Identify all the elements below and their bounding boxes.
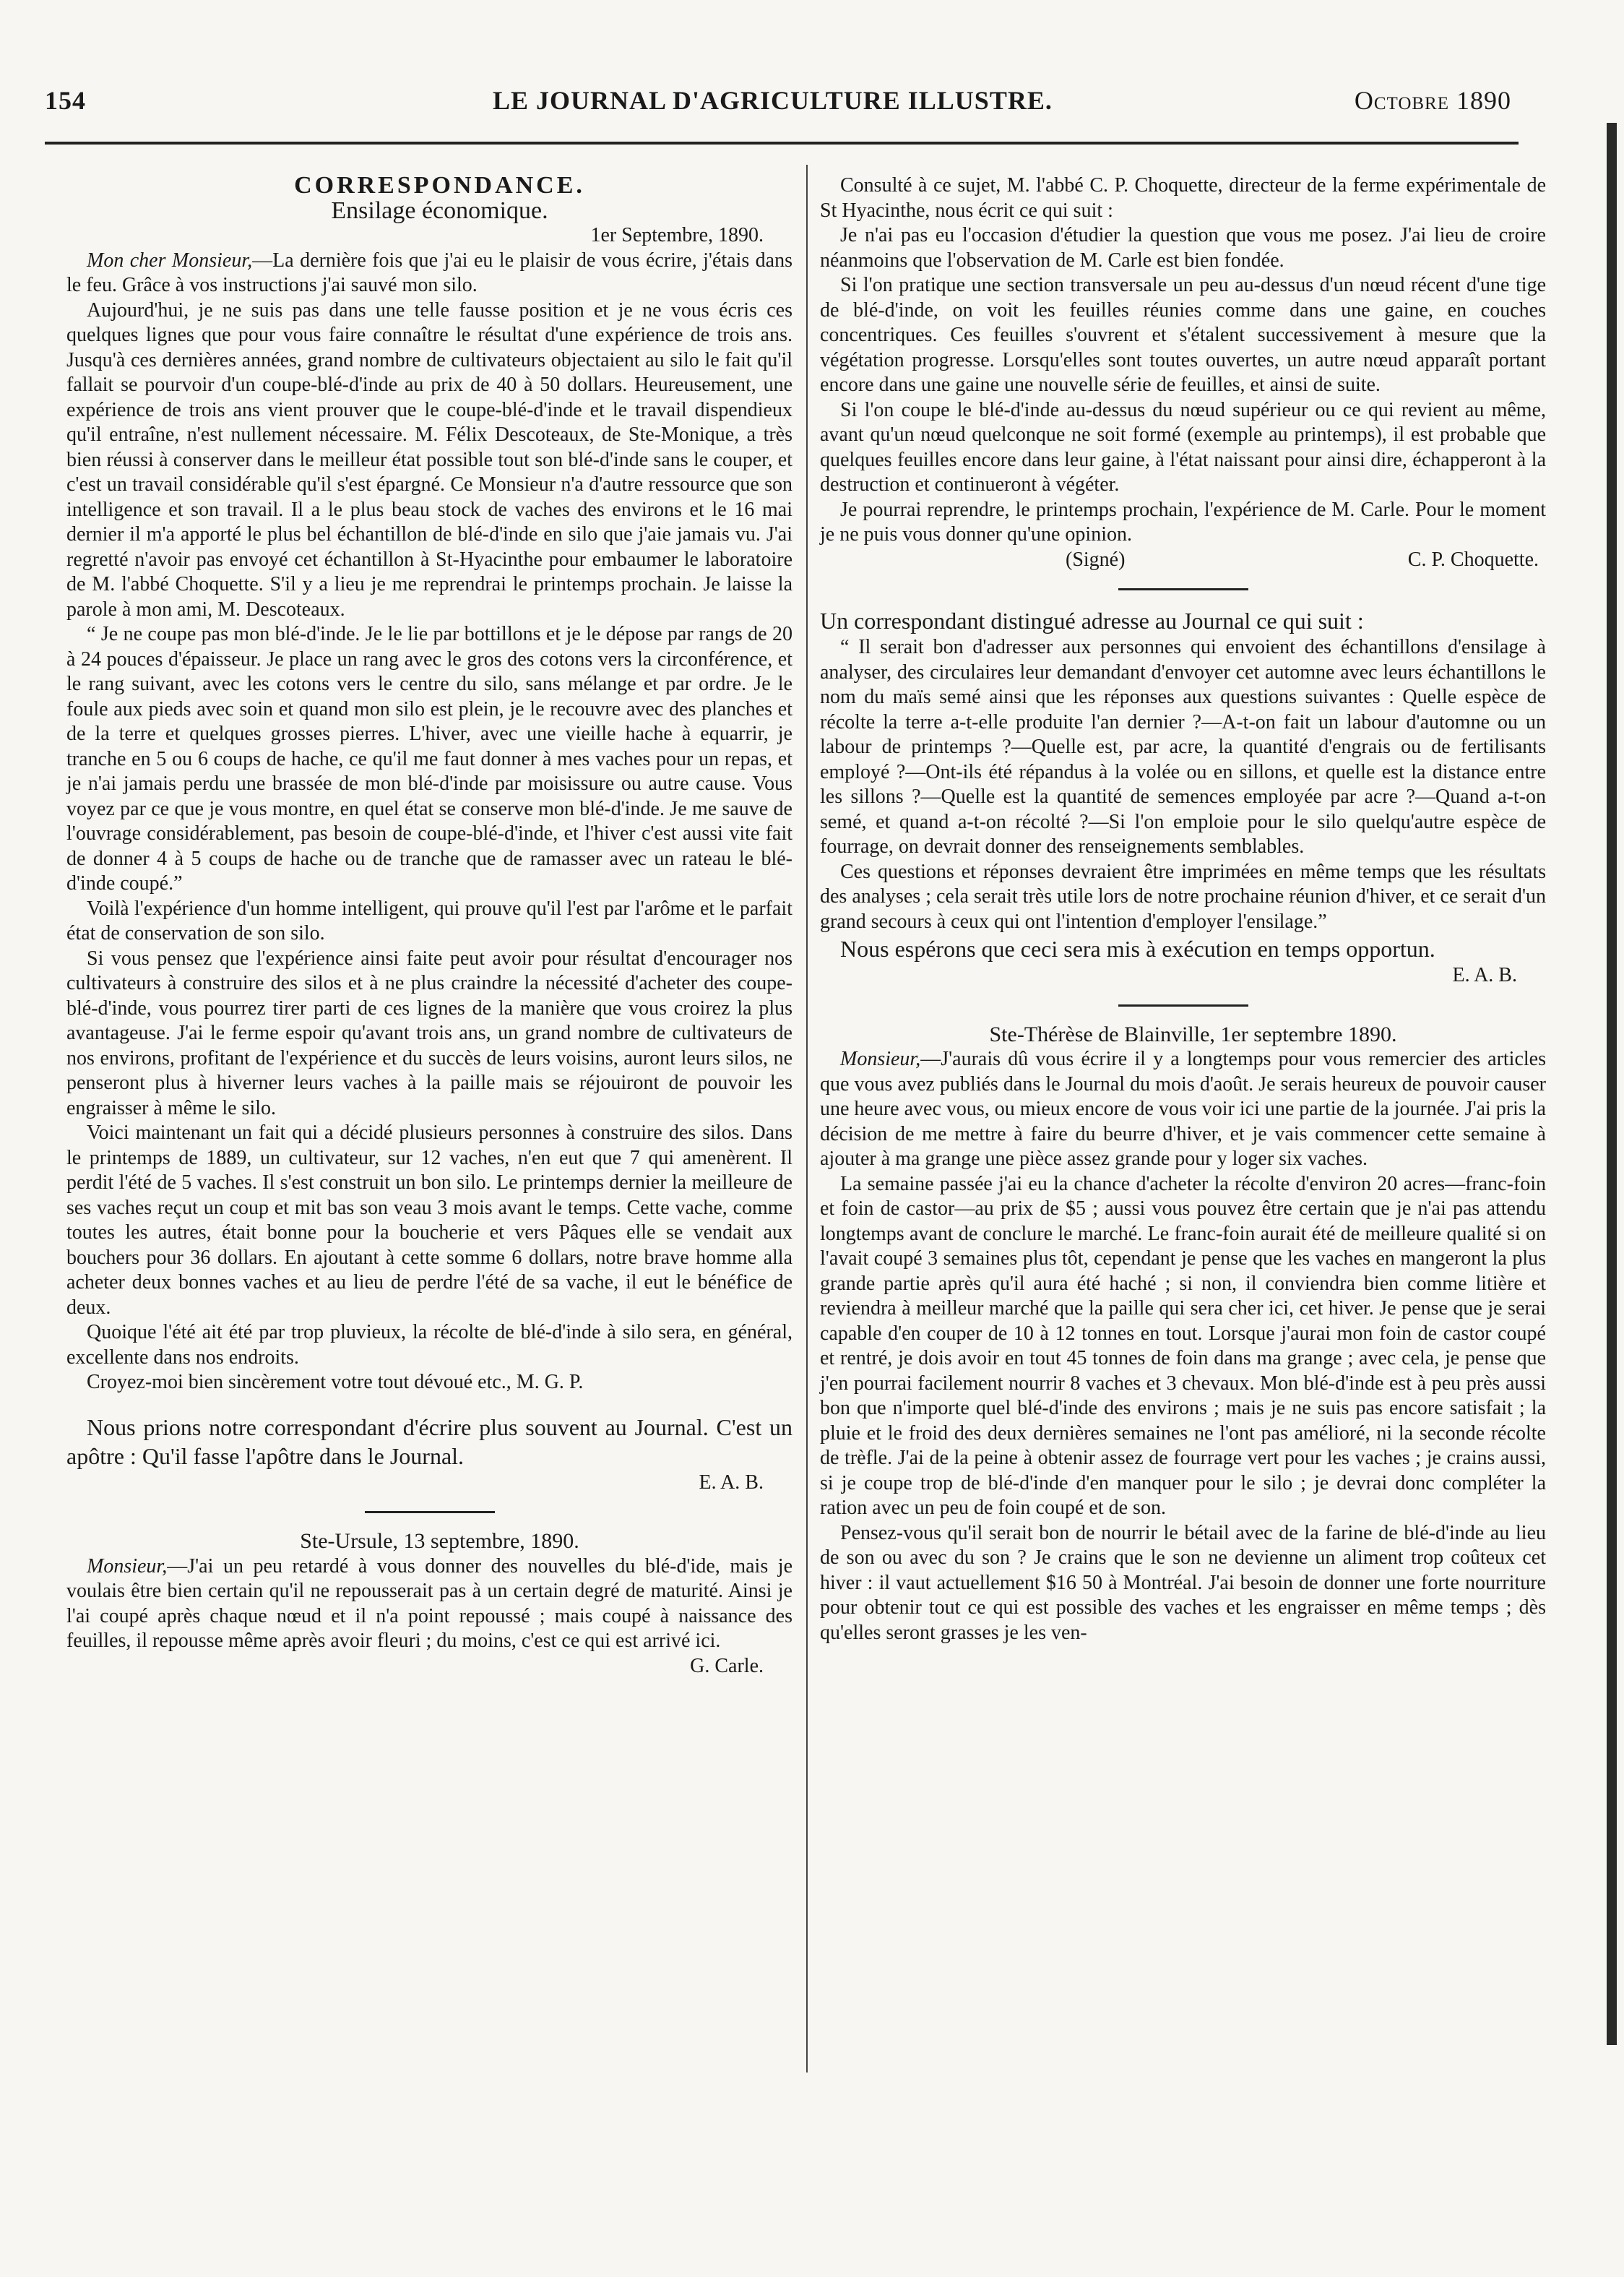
- letter-place-date: Ste-Ursule, 13 septembre, 1890.: [300, 1529, 579, 1553]
- paragraph: La semaine passée j'ai eu la chance d'acheter la récolte d'environ 20 acres—franc-foin et foin de castor—au prix de $5 ; aussi vous pouvez être certain que je n'ai pas attendu longtemps avant de conclure le marché. Le franc-foin aurait été de meilleure qualité si on l'avait coupé 3 semaines plus tôt, cependant je pense que les vaches en mangeront la plus grande partie après qu'il aura été haché ; si non, il conviendra bien comme litière et reviendra à meilleur marché que la paille qui sera cher ici, cet hiver. Je pense que je serai capable d'en couper de 10 à 12 tonnes en tout. Lorsque j'aurai mon foin de castor coupé et rentré, je dois avoir en tout 45 tonnes de foin dans ma grange ; avec cela, je pense que j'en pourrai facilement nourrir 8 vaches et 3 chevaux. Mon blé-d'inde est à peu près aussi bon que n'importe quel blé-d'inde des environs ; mais je ne suis pas encore satisfait ; la pluie et le froid des deux dernières semaines ne l'ont pas amélioré, ni la seconde récolte de trèfle. J'ai de la peine à obtenir assez de fourrage vert pour les vaches ; je crains aussi, si je coupe trop de blé-d'inde d'en manquer pour le silo ; je devrai donc compléter la ration avec un peu de foin coupé et de son.: [820, 1172, 1546, 1519]
- signature-name: C. P. Choquette.: [1407, 548, 1539, 571]
- signature-line: [820, 548, 1546, 573]
- paragraph: Consulté à ce sujet, M. l'abbé C. P. Choquette, directeur de la ferme expérimentale de St Hyacinthe, nous écrit ce qui suit :: [820, 174, 1546, 222]
- section-separator: [1118, 588, 1248, 590]
- correspondent-intro: Un correspondant distingué adresse au Journal ce qui suit :: [820, 608, 1364, 634]
- header-rule: [45, 142, 1519, 145]
- paragraph: Pensez-vous qu'il serait bon de nourrir le bétail avec de la farine de blé-d'inde au lieu de son ou avec du son ? Je crains que le son ne devienne un aliment trop coûteux cet hiver : il vaut actuellement $16 50 à Montréal. J'ai besoin de donner une forte nourriture pour obtenir tout ce qui est possible des vaches et les engraisser en même temps ; dès qu'elles seront grasses je les ven-: [820, 1521, 1546, 1644]
- paragraph: Voici maintenant un fait qui a décidé plusieurs personnes à construire des silos. Dans le printemps de 1889, un cultivateur, sur 12 vaches, n'en eut que 7 qui amenèrent. Il perdit l'été de 5 vaches. Il s'est construit un bon silo. Le printemps dernier la meilleure de ses vaches reçut un coup et mit bas son veau 3 mois avant le temps. Cette vache, comme toutes les autres, était bonne pour la boucherie et vers Pâques elle se vendait aux bouchers pour 36 dollars. En ajoutant à cette somme 6 dollars, notre brave homme alla acheter deux bonnes vaches et au lieu de perdre l'été de sa vache, il eut le bénéfice de deux.: [66, 1122, 792, 1319]
- paragraph: Ces questions et réponses devraient être imprimées en même temps que les résultats des analyses ; cela serait très utile lors de notre prochaine réunion d'hiver, et ce serait d'un grand secours à ceux qui ont l'intention d'employer l'ensilage.”: [820, 860, 1546, 933]
- paragraph: “ Il serait bon d'adresser aux personnes qui envoient des échantillons d'ensilage à analyser, des circulaires leur demandant d'envoyer cet automne avec leurs échantillons le nom du maïs semé ainsi que les réponses aux questions suivantes : Quelle espèce de récolte la terre a-t-elle produite l'an dernier ?—A-t-on fait un labour d'automne ou un labour de printemps ?—Quelle est, par acre, la quantité d'engrais ou de fertilisants employé ?—Ont-ils été répandus à la volée ou en sillons, et quelle est la distance entre les sillons ?—Quelle est la quantité de semences employée par acre ?—Quand a-t-on semé, et quand a-t-on récolté ?—Si l'on emploie pour le silo quelqu'autre espèce de fourrage, on devrait donner des renseignements semblables.: [820, 636, 1546, 858]
- article-subtitle: Ensilage économique.: [331, 197, 548, 224]
- paragraph: Monsieur,—J'aurais dû vous écrire il y a longtemps pour vous remercier des articles que vous avez publiés dans le Journal du mois d'août. Je serais heureux de pouvoir causer une heure avec vous, ou mieux encore de vous voir ici une partie de la journée. J'ai pris la décision de me mettre à faire du beurre d'hiver, et je vais commencer cette semaine à ajouter à ma grange une pièce assez grande pour y loger six vaches.: [820, 1048, 1546, 1170]
- paragraph: Voilà l'expérience d'un homme intelligent, qui prouve qu'il l'est par l'arôme et le parfait état de conservation de son silo.: [66, 897, 792, 944]
- journal-title: LE JOURNAL D'AGRICULTURE ILLUSTRE.: [493, 86, 1053, 115]
- section-separator: [1118, 1004, 1248, 1007]
- paragraph: Je n'ai pas eu l'occasion d'étudier la question que vous me posez. J'ai lieu de croire néanmoins que l'observation de M. Carle est bien fondée.: [820, 224, 1546, 272]
- paragraph: Monsieur,—J'ai un peu retardé à vous donner des nouvelles du blé-d'ide, mais je voulais être bien certain qu'il ne repousserait pas à un certain degré de maturité. Ainsi je l'ai coupé après chaque nœud et il n'a point repoussé ; mais coupé à naissance des feuilles, il repousse même après avoir fleuri ; du moins, c'est ce qui est arrivé ici.: [66, 1554, 792, 1652]
- paragraph: Aujourd'hui, je ne suis pas dans une telle fausse position et je ne vous écris ces quelques lignes que pour vous faire connaître le résultat d'une expérience de trois ans. Jusqu'à ces dernières années, grand nombre de cultivateurs objectaient au silo le fait qu'il fallait se pourvoir d'un coupe-blé-d'inde au prix de 40 à 50 dollars. Heureusement, une expérience de trois ans vient prouver que le coupe-blé-d'inde et le travail dispendieux qu'il entraîne, n'est nullement nécessaire. M. Félix Descoteaux, de Ste-Monique, a très bien réussi à conserver dans le meilleur état possible tout son blé-d'inde sans le couper, et c'est un travail considérable qu'il s'est épargné. Ce Monsieur n'a d'autre ressource que son intelligence et son travail. Il a le plus beau stock de vaches des environs et le 16 mai dernier il m'a apporté le plus bel échantillon de blé-d'inde en silo que j'aie jamais vu. J'ai regretté n'avoir pas envoyé cet échantillon à St-Hyacinthe pour embaumer le laboratoire de M. l'abbé Choquette. S'il y a lieu je me reprendrai le printemps prochain. Je laisse la parole à mon ami, M. Descoteaux.: [66, 298, 792, 621]
- section-title: CORRESPONDANCE.: [294, 172, 585, 199]
- editor-signature: E. A. B.: [699, 1471, 764, 1494]
- paragraph: Je pourrai reprendre, le printemps prochain, l'expérience de M. Carle. Pour le moment je ne puis vous donner qu'une opinion.: [820, 498, 1546, 546]
- left-column: [66, 173, 792, 1679]
- page-header: [45, 85, 1511, 129]
- page-edge-shadow: [1607, 123, 1617, 2045]
- paragraph: Quoique l'été ait été par trop pluvieux, la récolte de blé-d'inde à silo sera, en général, excellente dans nos endroits.: [66, 1321, 792, 1369]
- letter-signature: G. Carle.: [690, 1654, 764, 1677]
- editor-note: Nous espérons que ceci sera mis à exécution en temps opportun.: [840, 936, 1435, 962]
- paragraph: “ Je ne coupe pas mon blé-d'inde. Je le lie par bottillons et je le dépose par rangs de 20 à 24 pouces d'épaisseur. Je place un rang avec le gros des cotons vers la circonférence, et le rang suivant, avec les cotons vers le centre du silo, sans mélange et par ordre. Je le foule aux pieds avec soin et quand mon silo est plein, je le recouvre avec des planches et de la terre et quelques grosses pierres. L'hiver, avec une vieille hache à equarrir, je tranche en 5 ou 6 coups de hache, ce qu'il me faut donner à mes vaches pour un repas, et je n'ai jamais perdu une brassée de mon blé-d'inde par moisissure ou autre cause. Vous voyez par ce que je vous montre, en quel état se conserve mon blé-d'inde. Je me sauve de l'ouvrage considérablement, pas besoin de coupe-blé-d'inde, et l'hiver c'est aussi vite fait de donner 4 à 5 coups de hache ou de tranche que de ramasser avec un rateau le blé-d'inde coupé.”: [66, 623, 792, 895]
- letter-date: 1er Septembre, 1890.: [590, 224, 764, 246]
- paragraph: Si l'on pratique une section transversale un peu au-dessus d'un nœud récent d'une tige de blé-d'inde, on voit les feuilles réunies comme dans une gaine, en couches concentriques. Ces feuilles s'ouvrent et s'étalent successivement à mesure que la végétation progresse. Lorsqu'elles sont toutes ouvertes, un autre nœud apparaît portant encore dans une gaine une nouvelle série de feuilles, et ainsi de suite.: [820, 274, 1546, 396]
- paragraph: Mon cher Monsieur,—La dernière fois que j'ai eu le plaisir de vous écrire, j'étais dans le feu. Grâce à vos instructions j'ai sauvé mon silo.: [66, 249, 792, 296]
- column-divider: [806, 165, 808, 2072]
- paragraph: Croyez-moi bien sincèrement votre tout dévoué etc., M. G. P.: [87, 1371, 584, 1393]
- section-separator: [365, 1511, 495, 1513]
- paragraph: Si vous pensez que l'expérience ainsi faite peut avoir pour résultat d'encourager nos cultivateurs à construire des silos et à ne plus craindre la nécessité d'acheter des coupe-blé-d'inde, vous pourrez tirer parti de ces lignes de la manière que vous croirez la plus avantageuse. J'ai le ferme espoir qu'avant trois ans, un grand nombre de cultivateurs de nos environs, profitant de l'expérience et du succès de leurs voisins, auront leurs silos, ne penseront plus à hiverner leurs vaches à la paille mais se réjouiront de pouvoir les engraisser à même le silo.: [66, 947, 792, 1119]
- issue-month: Octobre 1890: [1354, 86, 1511, 115]
- letter-place-date: Ste-Thérèse de Blainville, 1er septembre 1890.: [989, 1022, 1397, 1046]
- signature-mark: (Signé): [1066, 548, 1126, 571]
- editor-signature: E. A. B.: [1452, 964, 1517, 986]
- right-column: [820, 173, 1546, 1645]
- paragraph: Si l'on coupe le blé-d'inde au-dessus du nœud supérieur ou ce qui revient au même, avant qu'un nœud quelconque ne soit formé (exemple au printemps), il est probable que quelques feuilles encore dans leur gaine, à l'état naissant pour ainsi dire, échapperont à la destruction et continueront à végéter.: [820, 398, 1546, 496]
- editor-note: Nous prions notre correspondant d'écrire plus souvent au Journal. C'est un apôtre : Qu'il fasse l'apôtre dans le Journal.: [66, 1413, 792, 1469]
- page-number: 154: [45, 86, 86, 115]
